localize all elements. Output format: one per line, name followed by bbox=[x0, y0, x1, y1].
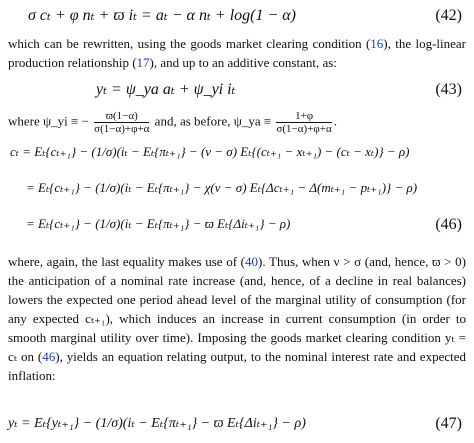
equation-47-body: yₜ = Eₜ{yₜ₊₁} − (1/σ)(iₜ − Eₜ{πₜ₊₁} − ϖ Eₜ{Δiₜ₊₁} − ρ) bbox=[8, 416, 306, 431]
equation-47-number: (47) bbox=[435, 415, 462, 432]
equation-46-number: (46) bbox=[435, 216, 462, 233]
equation-43 bbox=[0, 78, 474, 102]
psi-yi-fraction: $\frac{ϖ(1-\alpha)}{\sigma(1-\alpha)+\varphi+\alpha}$ bbox=[94, 110, 150, 136]
equation-43-number: (43) bbox=[435, 81, 462, 98]
equation-46-line-3: = Eₜ{cₜ₊₁} − (1/σ)(iₜ − Eₜ{πₜ₊₁} − ϖ Eₜ{Δiₜ₊₁} − ρ) (46) bbox=[26, 216, 462, 233]
paragraph-2: where, again, the last equality makes use of (40). Thus, when ν > σ (and, hence, ϖ > 0) the anticipation of a nominal rate increase (and, hence, of a decline in real balances) lowers the expected one period ahead level of the marginal utility of consumption (for any expected cₜ₊₁), which induces an increase in current consumption (in order to smooth marginal utility over time). Imposing the goods market clearing condition yₜ = cₜ on (46), yields an equation relating output, to the nominal interest rate and expected inflation: bbox=[8, 254, 466, 383]
ref-46-link[interactable]: 46 bbox=[42, 349, 56, 364]
equation-42-body: σ cₜ + φ nₜ + ϖ iₜ = aₜ − α nₜ + log(1 − α) bbox=[28, 7, 296, 24]
equation-46-line-2: = Eₜ{cₜ₊₁} − (1/σ)(iₜ − Eₜ{πₜ₊₁} − χ(ν − σ) Eₜ{Δcₜ₊₁ − Δ(mₜ₊₁ − pₜ₊₁)} − ρ) bbox=[26, 180, 418, 195]
equation-43-body: yₜ = ψ_ya aₜ + ψ_yi iₜ bbox=[96, 81, 236, 98]
ref-16-link[interactable]: 16 bbox=[370, 36, 384, 51]
where-definitions: where ψ_yi ≡ − $\frac{ϖ(1-\alpha)}{\sigma(1-\alpha)+\varphi+\alpha}$ and, as before, ψ_ya ≡ $\frac{1+\varphi}{\sigma(1-\alpha)+\varphi+\alpha}$ . bbox=[8, 110, 337, 136]
equation-42 bbox=[0, 4, 474, 28]
paragraph-1: which can be rewritten, using the goods market clearing condition (16), the log-linear production relationship (17), and up to an additive constant, as: bbox=[8, 36, 466, 70]
equation-47 bbox=[0, 412, 474, 436]
psi-ya-fraction: $\frac{1+\varphi}{\sigma(1-\alpha)+\varphi+\alpha}$ bbox=[276, 110, 332, 136]
equation-42-number: (42) bbox=[435, 7, 462, 24]
ref-17-link[interactable]: 17 bbox=[136, 55, 150, 70]
ref-40-link[interactable]: 40 bbox=[245, 254, 259, 269]
equation-46-line-1: cₜ = Eₜ{cₜ₊₁} − (1/σ)(iₜ − Eₜ{πₜ₊₁} − (ν − σ) Eₜ{(cₜ₊₁ − xₜ₊₁) − (cₜ − xₜ)} − ρ) bbox=[10, 144, 410, 159]
